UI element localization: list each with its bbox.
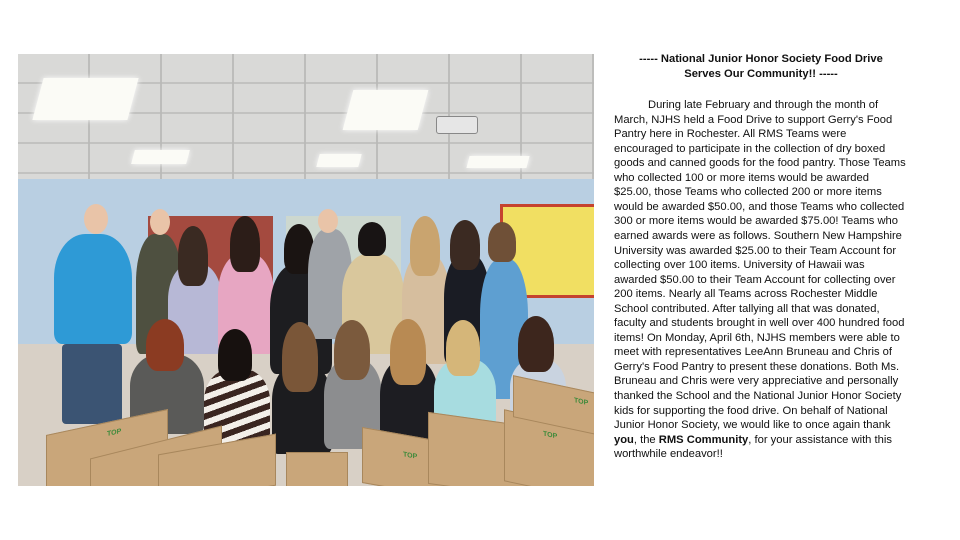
food-box: TOP xyxy=(513,375,594,435)
ceiling-light xyxy=(343,90,429,130)
food-box-open xyxy=(286,452,348,486)
food-box: TOP xyxy=(504,409,594,486)
food-box: TOP xyxy=(46,409,168,486)
ceiling-light xyxy=(32,78,138,120)
group-photo xyxy=(18,54,594,486)
article-body: During late February and through the month of March, NJHS held a Food Drive to support Gerry's Food Pantry here in Rochester. All RMS Teams were encouraged to participate in the collection of dry boxed goods and canned goods for the food pantry. Those Teams who collected 100 or more items would be awarded $25.00, those Teams who collected 200 or more items would be awarded $50.00, and those Teams who collected 300 or more items would be awarded $75.00! Teams who earned awards were as follows. Southern New Hampshire University was awarded $25.00 to their Team Account for collecting over 100 items. University of Hawaii was awarded $50.00 to their Team Account for collecting over 200 items. Nearly all Teams across Rochester Middle School contributed. After tallying all that was donated, faculty and students brought in well over 400 hundred food items! On Monday, April 6th, NJHS members were able to meet with representatives LeeAnn Bruneau and Chris of Gerry's Food Pantry to present these donations. Both Ms. Bruneau and Chris were very appreciative and personally thanked the School and the National Junior Honor Society kids for supporting the food drive. On behalf of National Junior Honor Society, we would like to once again thank you, the RMS Community, for your assistance with this worthwhile endeavor!! xyxy=(614,99,906,461)
ceiling-light xyxy=(316,154,361,167)
article xyxy=(614,52,908,462)
article-title: ----- National Junior Honor Society Food Drive Serves Our Community!! ----- xyxy=(639,53,883,80)
food-box: TOP xyxy=(362,427,464,486)
projector xyxy=(436,116,478,134)
ceiling-light xyxy=(131,150,190,164)
ceiling-light xyxy=(466,156,529,168)
